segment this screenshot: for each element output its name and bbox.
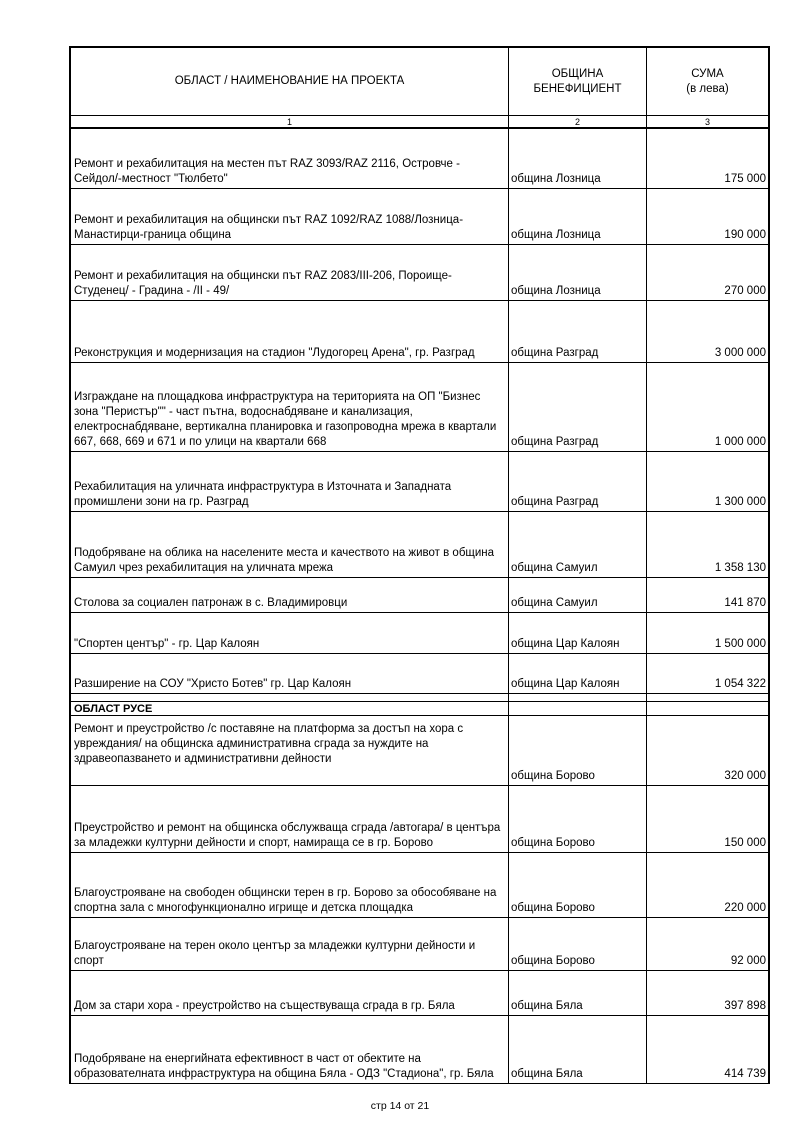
- municipality: община Борово: [509, 786, 647, 852]
- amount: 141 870: [724, 597, 766, 609]
- table-row: [71, 971, 768, 1016]
- project-name: Преустройство и ремонт на общинска обслужваща сграда /автогара/ в центъра за младежки културни дейности и спорт, намираща се в гр. Борово: [71, 786, 509, 852]
- amount: 1 054 322: [714, 678, 766, 690]
- table-row: [71, 363, 768, 452]
- table-row: [71, 654, 768, 694]
- project-name: "Спортен център" - гр. Цар Калоян: [71, 613, 509, 653]
- municipality: община Лозница: [509, 189, 647, 244]
- project-name: Подобряване на облика на населените места и качеството на живот в община Самуил чрез рехабилитация на уличната мрежа: [71, 512, 509, 577]
- project-name: Изграждане на площадкова инфраструктура на територията на ОП "Бизнес зона "Перистър"" - част пътна, водоснабдяване и канализация, електроснабдяване, вертикална планировка и газопроводна мрежа в квартали 667, 668, 669 и 671 и по улици на квартали 668: [71, 363, 509, 451]
- project-name: Рехабилитация на уличната инфраструктура в Източната и Западната промишлени зони на гр. Разград: [71, 452, 509, 511]
- spacer-row: [71, 694, 768, 702]
- header-municipality: ОБЩИНА БЕНЕФИЦИЕНТ: [509, 48, 647, 115]
- amount: 92 000: [730, 955, 766, 967]
- table-row: [71, 245, 768, 301]
- table-row: [71, 189, 768, 245]
- column-number-3: 3: [704, 117, 710, 127]
- projects-table: [69, 46, 770, 1084]
- municipality: община Самуил: [509, 512, 647, 577]
- project-name: Благоустрояване на терен около център за младежки културни дейности и спорт: [71, 918, 509, 970]
- project-name: Ремонт и рехабилитация на общински път RAZ 2083/III-206, Пороище-Студенец/ - Градина - /II - 49/: [71, 245, 509, 300]
- page-number: стр 14 от 21: [370, 1100, 430, 1112]
- municipality: община Борово: [509, 853, 647, 917]
- municipality: община Самуил: [509, 578, 647, 612]
- municipality: община Борово: [509, 716, 647, 785]
- column-numbers-row: [71, 116, 768, 129]
- municipality: община Бяла: [509, 1016, 647, 1083]
- project-name: Ремонт и рехабилитация на общински път RAZ 1092/RAZ 1088/Лозница-Манастирци-граница община: [71, 189, 509, 244]
- project-name: Подобряване на енергийната ефективност в част от обектите на образователната инфраструктура на община Бяла - ОДЗ "Стадиона", гр. Бяла: [71, 1016, 509, 1083]
- amount: 1 300 000: [714, 496, 766, 508]
- amount: 150 000: [724, 837, 766, 849]
- amount: 3 000 000: [714, 347, 766, 359]
- municipality: община Разград: [509, 452, 647, 511]
- region-row: [71, 702, 768, 716]
- municipality: община Борово: [509, 918, 647, 970]
- municipality: община Разград: [509, 301, 647, 362]
- municipality: община Бяла: [509, 971, 647, 1015]
- table-row: [71, 613, 768, 654]
- amount: 270 000: [724, 285, 766, 297]
- municipality: община Лозница: [509, 245, 647, 300]
- project-name: Ремонт и преустройство /с поставяне на платформа за достъп на хора с увреждания/ на общинска административна сграда за нуждите на здравеопазването и административни дейности: [71, 716, 509, 785]
- table-row: [71, 512, 768, 578]
- project-name: Разширение на СОУ "Христо Ботев" гр. Цар Калоян: [71, 654, 509, 693]
- amount: 190 000: [724, 229, 766, 241]
- table-row: [71, 129, 768, 189]
- amount: 1 500 000: [714, 638, 766, 650]
- header-amount: СУМА (в лева): [686, 67, 729, 95]
- column-number-2: 2: [509, 116, 647, 127]
- table-row: [71, 918, 768, 971]
- table-row: [71, 853, 768, 918]
- amount: 1 358 130: [714, 562, 766, 574]
- amount: 414 739: [724, 1068, 766, 1080]
- amount: 220 000: [724, 902, 766, 914]
- project-name: Ремонт и рехабилитация на местен път RAZ 3093/RAZ 2116, Островче - Сейдол/-местност "Тюлбето": [71, 129, 509, 188]
- municipality: община Лозница: [509, 129, 647, 188]
- municipality: община Цар Калоян: [509, 654, 647, 693]
- municipality: община Разград: [509, 363, 647, 451]
- table-row: [71, 1016, 768, 1084]
- region-heading: ОБЛАСТ РУСЕ: [71, 702, 509, 715]
- table-row: [71, 786, 768, 853]
- project-name: Столова за социален патронаж в с. Владимировци: [71, 578, 509, 612]
- amount: 1 000 000: [714, 436, 766, 448]
- amount: 175 000: [724, 173, 766, 185]
- table-row: [71, 301, 768, 363]
- project-name: Дом за стари хора - преустройство на съществуваща сграда в гр. Бяла: [71, 971, 509, 1015]
- table-row: [71, 716, 768, 786]
- table-row: [71, 578, 768, 613]
- table-row: [71, 452, 768, 512]
- header-project: ОБЛАСТ / НАИМЕНОВАНИЕ НА ПРОЕКТА: [71, 48, 509, 115]
- project-name: Реконструкция и модернизация на стадион "Лудогорец Арена", гр. Разград: [71, 301, 509, 362]
- project-name: Благоустрояване на свободен общински терен в гр. Борово за обособяване на спортна зала с многофункционално игрище и детска площадка: [71, 853, 509, 917]
- table-header: [71, 48, 768, 116]
- municipality: община Цар Калоян: [509, 613, 647, 653]
- amount: 320 000: [724, 770, 766, 782]
- amount: 397 898: [724, 1000, 766, 1012]
- column-number-1: 1: [71, 116, 509, 127]
